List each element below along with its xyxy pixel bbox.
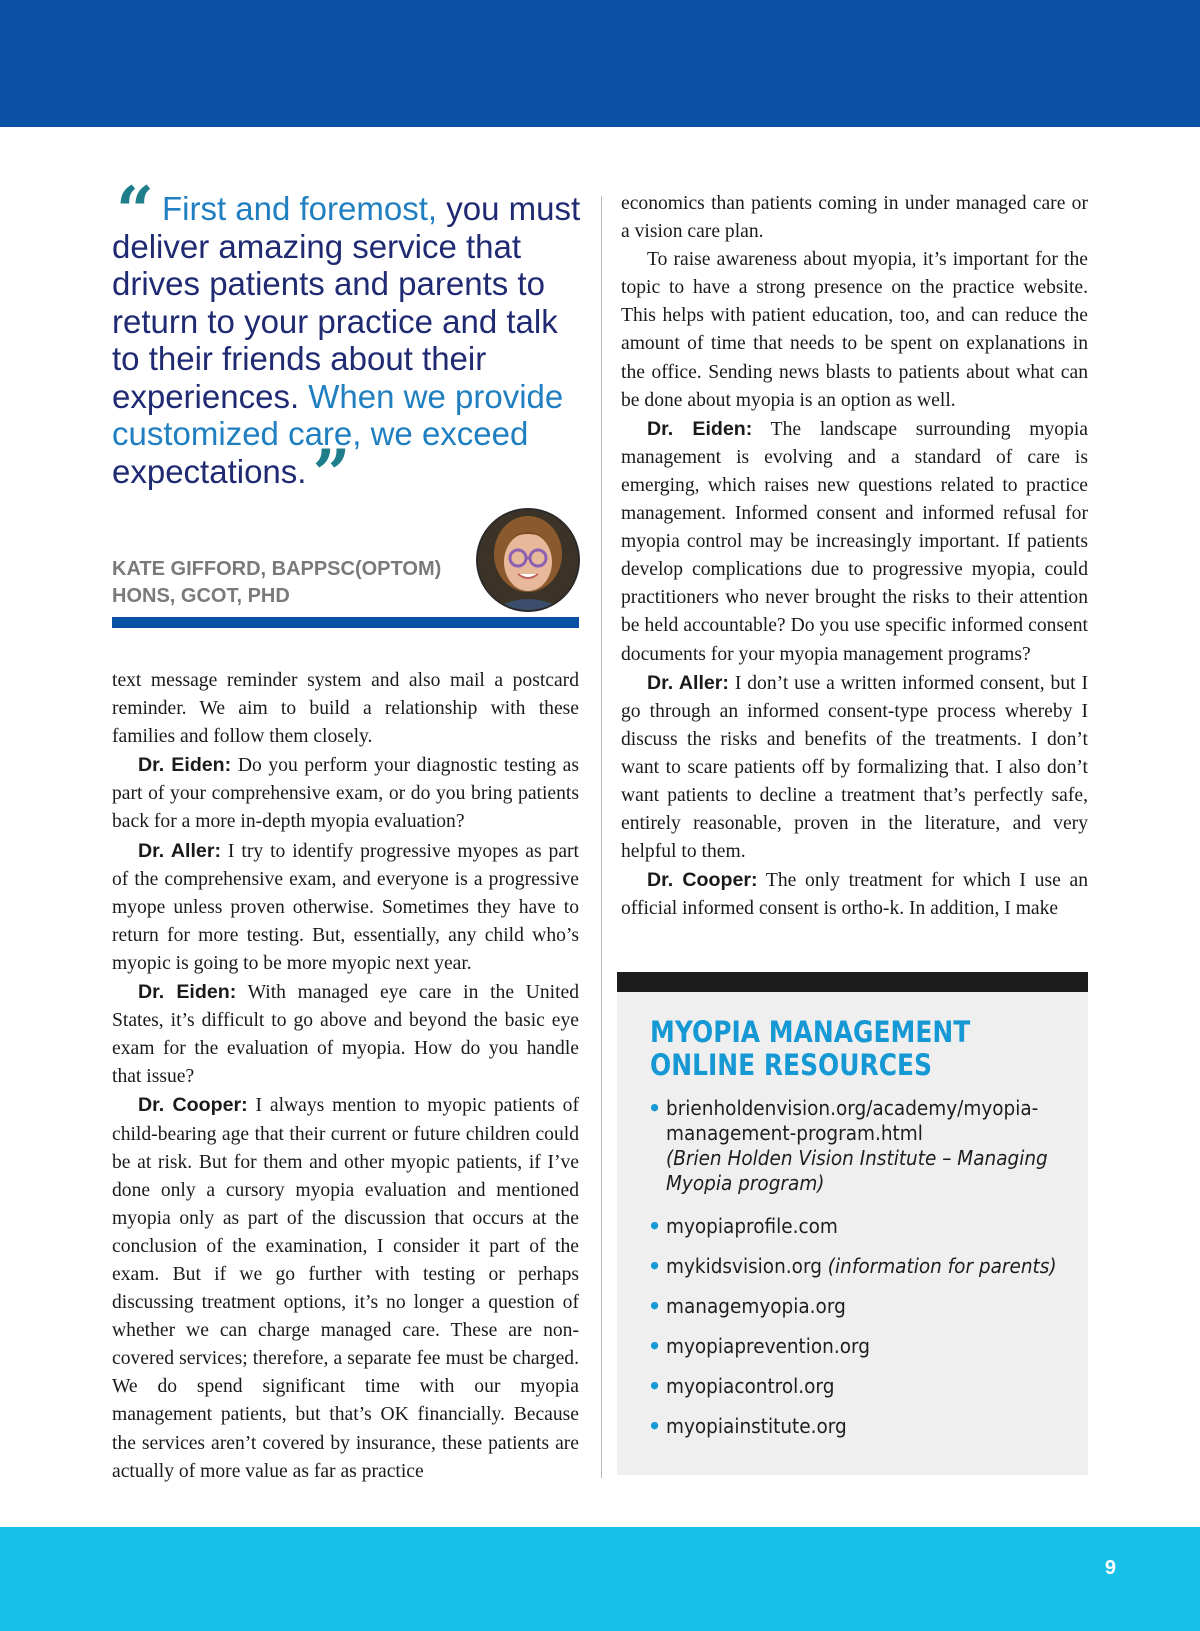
resource-list: [648, 1096, 1078, 1454]
speaker-label: Dr. Cooper:: [647, 869, 758, 892]
resource-item: [648, 1214, 1078, 1239]
resource-link[interactable]: brienholdenvision.org/academy/myopia-management-program.html: [666, 1096, 1039, 1145]
resource-item: [648, 1294, 1078, 1319]
speaker-label: Dr. Eiden:: [138, 981, 237, 1004]
paragraph-text: Do you perform your diagnostic testing as part of your comprehensive exam, or do you bring patients back for a more in-depth myopia evaluation?: [112, 755, 580, 833]
speaker-label: Dr. Aller:: [647, 671, 729, 694]
paragraph-text: text message reminder system and also mail a postcard reminder. We aim to build a relationship with these families and follow them closely.: [112, 670, 579, 748]
footer-band: [0, 1527, 1200, 1631]
page-number: 9: [1104, 1557, 1116, 1579]
quote-attribution: [112, 556, 472, 610]
paragraph-text: I don’t use a written informed consent, but I go through an informed consent-type process whereby I discuss the risks and benefits of the treatments. I don’t want to scare patients off by formalizing that. I also don’t want patients to decline a treatment that’s perfectly safe, entirely reasonable, proven in the literature, and very helpful to them.: [621, 672, 1088, 863]
sidebar-title: [650, 1016, 970, 1082]
resource-item: [648, 1096, 1078, 1196]
resource-link[interactable]: myopiaprofile.com: [666, 1214, 838, 1238]
resources-sidebar: [617, 992, 1088, 1475]
pull-quote-text: [112, 172, 592, 513]
speaker-label: Dr. Cooper:: [138, 1094, 248, 1117]
resource-entry: [666, 1096, 1080, 1196]
attribution-line-1: KATE GIFFORD, BAPPSC(OPTOM): [112, 558, 442, 580]
speaker-label: Dr. Aller:: [138, 839, 221, 862]
close-quote-icon: ”: [312, 434, 351, 513]
bullet-icon: •: [648, 1374, 662, 1398]
resource-item: [648, 1414, 1078, 1439]
pull-quote-body: you must deliver amazing service that drives patients and parents to return to your practice and talk to their friends about their experiences.: [112, 190, 581, 415]
paragraph: [112, 667, 579, 751]
resource-link[interactable]: managemyopia.org: [666, 1294, 846, 1318]
resource-item: [648, 1254, 1078, 1279]
pull-quote-final: expectations.: [112, 452, 307, 490]
paragraph: [621, 190, 1088, 246]
resource-item: [648, 1334, 1078, 1359]
right-column: [621, 190, 1088, 923]
resource-link[interactable]: mykidsvision.org: [666, 1254, 822, 1278]
resource-entry: [666, 1254, 1057, 1279]
paragraph: [112, 837, 579, 978]
pull-quote-lead: First and foremost,: [161, 190, 438, 227]
paragraph-text: The only treatment for which I use an official informed consent is ortho-k. In addition, I make: [621, 870, 1088, 920]
resource-note: (information for parents): [827, 1254, 1057, 1278]
paragraph: [112, 1091, 579, 1485]
paragraph-text: I always mention to myopic patients of child-bearing age that their current or future children could be at risk. But for them and other myopic patients, if I’ve done only a cursory myopia evaluation and mentioned myopia only as part of the discussion that occurs at the conclusion of the examination, I consider it part of the exam. But if we go further with testing or perhaps discussing treatment options, it’s no longer a question of whether we can charge managed care. These are non-covered services; therefore, a separate fee must be charged. We do spend significant time with our myopia management patients, but that’s OK financially. Because the services aren’t covered by insurance, these patients are actually of more value as far as practice: [112, 1095, 580, 1482]
paragraph: [621, 415, 1088, 669]
resource-link[interactable]: myopiaprevention.org: [666, 1334, 871, 1358]
attribution-line-2: HONS, GCOT, PHD: [112, 585, 290, 607]
bullet-icon: •: [648, 1294, 662, 1318]
paragraph: [621, 669, 1088, 867]
paragraph: [112, 751, 579, 836]
paragraph-text: With managed eye care in the United States, it’s difficult to go above and beyond the basic eye exam for the evaluation of myopia. How do you handle that issue?: [112, 982, 580, 1088]
bullet-icon: •: [648, 1414, 662, 1438]
paragraph: [621, 866, 1088, 923]
resource-link[interactable]: myopiainstitute.org: [666, 1414, 847, 1438]
paragraph-text: To raise awareness about myopia, it’s important for the topic to have a strong presence on the practice website. This helps with patient education, too, and can reduce the amount of time that needs to be spent on explanations in the office. Sending news blasts to patients about what can be done about myopia is an option as well.: [621, 249, 1088, 411]
resource-note: (Brien Holden Vision Institute – Managing Myopia program): [666, 1146, 1048, 1195]
sidebar-title-line-2: ONLINE RESOURCES: [650, 1048, 933, 1082]
bullet-icon: •: [648, 1334, 662, 1358]
paragraph-text: I try to identify progressive myopes as part of the comprehensive exam, and everyone is a progressive myope unless proven otherwise. Sometimes they have to return for more testing. But, essentially, any child who’s myopic is going to be more myopic next year.: [112, 840, 579, 974]
header-band: [0, 0, 1200, 127]
pull-quote: [112, 172, 592, 513]
sidebar-title-line-1: MYOPIA MANAGEMENT: [650, 1015, 971, 1049]
resource-item: [648, 1374, 1078, 1399]
bullet-icon: •: [648, 1214, 662, 1238]
paragraph-text: The landscape surrounding myopia management is evolving and a standard of care is emerging, which raises new questions related to practice management. Informed consent and informed refusal for myopia control may be increasingly important. If patients develop complications due to progressive myopia, could practitioners who never brought the risks to their attention be held accountable? Do you use specific informed consent documents for your myopia management programs?: [621, 418, 1089, 665]
pull-quote-tail: When we provide customized care, we exceed: [112, 377, 564, 452]
left-column: [112, 667, 579, 1486]
column-divider: [601, 196, 602, 1478]
resource-link[interactable]: myopiacontrol.org: [666, 1374, 835, 1398]
avatar: [476, 508, 580, 612]
speaker-label: Dr. Eiden:: [138, 754, 232, 777]
quote-divider: [112, 617, 579, 628]
paragraph: [112, 978, 579, 1091]
avatar-portrait-icon: [478, 510, 578, 610]
open-quote-icon: “: [116, 172, 154, 250]
bullet-icon: •: [648, 1254, 662, 1278]
speaker-label: Dr. Eiden:: [647, 417, 753, 440]
sidebar-top-bar: [617, 972, 1088, 992]
paragraph: [621, 246, 1088, 415]
bullet-icon: •: [648, 1096, 662, 1120]
paragraph-text: economics than patients coming in under managed care or a vision care plan.: [621, 193, 1088, 243]
